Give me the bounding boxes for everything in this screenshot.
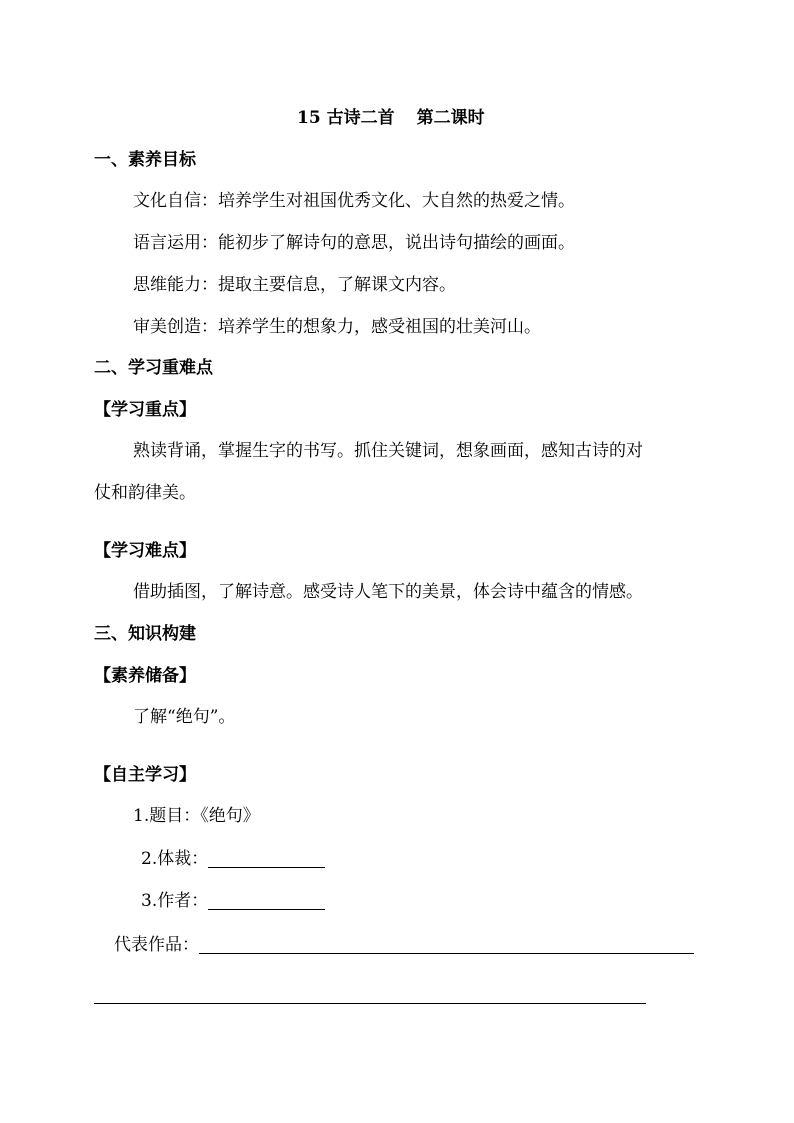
prep-text: 了解“绝句”。 [133, 707, 236, 727]
question-genre [141, 847, 325, 871]
difficulty-text: 借助插图，了解诗意。感受诗人笔下的美景，体会诗中蕴含的情感。 [133, 582, 643, 602]
representative-works [114, 933, 694, 957]
author-answer-blank[interactable] [208, 891, 325, 910]
section3-heading: 三、知识构建 [94, 624, 196, 644]
title-name: 古诗二首 [326, 108, 395, 128]
works-answer-blank[interactable] [199, 935, 694, 954]
section2-heading: 二、学习重难点 [94, 358, 213, 378]
genre-answer-blank[interactable] [208, 849, 325, 868]
page-title [297, 106, 485, 130]
key-points-line2: 仗和韵律美。 [94, 483, 196, 503]
title-number: 15 [297, 108, 321, 128]
question-title: 1.题目：《绝句》 [133, 806, 260, 826]
key-points-line1: 熟读背诵，掌握生字的书写。抓住关键词，想象画面，感知古诗的对 [133, 441, 643, 461]
section1-heading: 一、素养目标 [94, 150, 196, 170]
works-label: 代表作品： [114, 935, 199, 955]
works-answer-continuation-line[interactable] [94, 1003, 646, 1004]
genre-label: 2.体裁： [141, 849, 209, 869]
goal-item-2: 语言运用：能初步了解诗句的意思，说出诗句描绘的画面。 [133, 233, 575, 253]
title-lesson: 第二课时 [416, 108, 485, 128]
prep-label: 【素养储备】 [94, 666, 196, 686]
key-points-label: 【学习重点】 [94, 400, 196, 420]
goal-item-1: 文化自信：培养学生对祖国优秀文化、大自然的热爱之情。 [133, 191, 575, 211]
author-label: 3.作者： [141, 891, 209, 911]
question-author [141, 889, 325, 913]
difficulty-label: 【学习难点】 [94, 541, 196, 561]
goal-item-4: 审美创造：培养学生的想象力，感受祖国的壮美河山。 [133, 317, 541, 337]
self-study-label: 【自主学习】 [94, 765, 196, 785]
goal-item-3: 思维能力：提取主要信息，了解课文内容。 [133, 275, 456, 295]
